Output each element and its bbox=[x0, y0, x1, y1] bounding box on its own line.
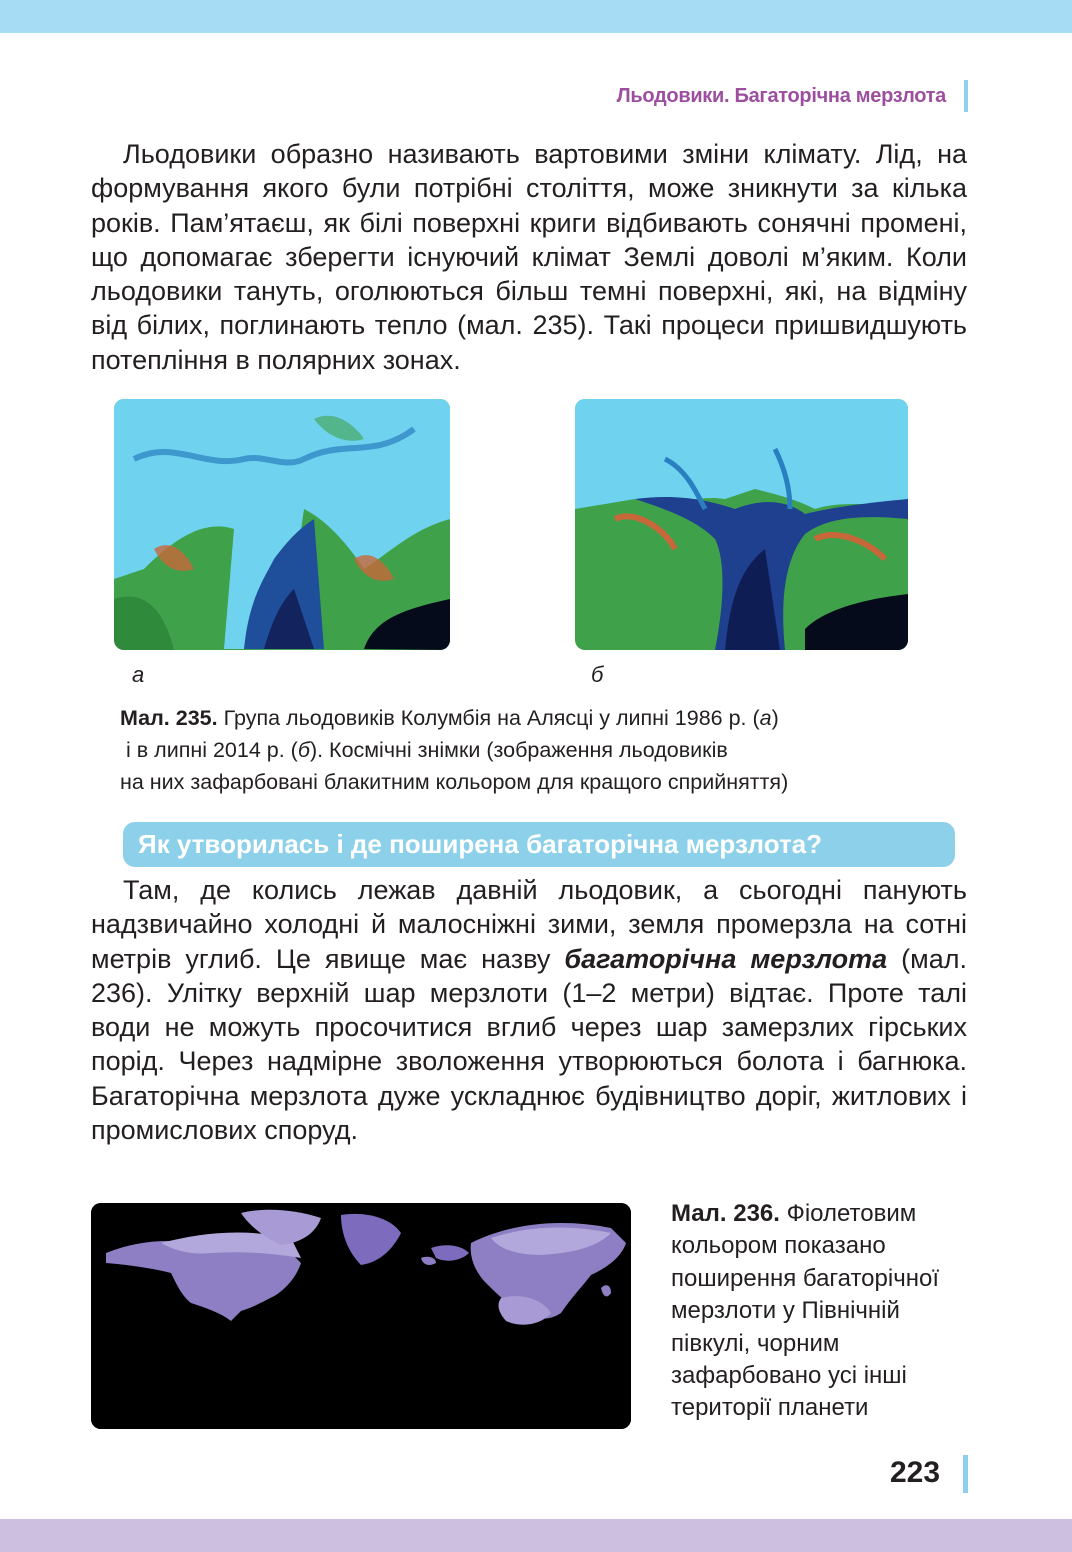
paragraph-glaciers-text: Льодовики образно називають вартовими зміни клімату. Лід, на формування якого були потрібні століття, може зникнути за кілька років. Пам’ятаєш, як білі поверхні криги відбивають сонячні промені, що допомагає зберегти існуючий клімат Землі доволі м’яким. Коли льодовики тануть, оголюються більш темні поверхні, які, на відміну від білих, поглинають тепло (мал. 235). Такі процеси пришвидшують потепління в полярних зонах. bbox=[91, 139, 967, 375]
figure-236-caption bbox=[671, 1198, 981, 1425]
glacier-photo-2014 bbox=[575, 399, 908, 650]
bottom-color-band bbox=[0, 1519, 1072, 1552]
figure-236-caption-text: кольором показано bbox=[671, 1232, 886, 1260]
figure-235-caption-text: ) bbox=[771, 706, 779, 730]
page-number-bar bbox=[963, 1455, 968, 1493]
paragraph-permafrost-text: (мал. 236). Улітку верхній шар мерзлоти (1–2 метри) відтає. Проте талі води не можуть просочитися вглиб через шар замерзлих гірських порід. Через надмірне зволоження утворюються болота і багнюка. Багаторічна мерзлота дуже ускладнює будівництво доріг, житлових і промислових споруд. bbox=[91, 943, 967, 1146]
figure-235-caption-text: Група льодовиків Колумбія на Алясці у липні 1986 р. ( bbox=[217, 706, 760, 730]
paragraph-glaciers bbox=[91, 137, 967, 377]
figure-236-caption-text: півкулі, чорним bbox=[671, 1329, 840, 1357]
permafrost-map bbox=[91, 1203, 631, 1429]
glacier-photo-1986 bbox=[114, 399, 450, 650]
top-color-band bbox=[0, 0, 1072, 33]
figure-235-caption-lead: Мал. 235. bbox=[120, 706, 218, 730]
running-head-bar bbox=[964, 80, 968, 112]
figure-236-caption-text: зафарбовано усі інші bbox=[671, 1362, 907, 1390]
figure-235-caption-text: на них зафарбовані блакитним кольором для кращого сприйняття) bbox=[120, 770, 789, 794]
figure-235-caption-text: ). Космічні знімки (зображення льодовиків bbox=[309, 738, 728, 762]
figure-236-caption-text: Фіолетовим bbox=[779, 1200, 917, 1227]
page-number: 223 bbox=[890, 1456, 941, 1489]
permafrost-term: багаторічна мерзлота bbox=[564, 943, 888, 974]
figure-235-label-b: б bbox=[591, 662, 604, 687]
paragraph-permafrost-text: Там, де колись лежав давній льодовик, а сьогодні панують надзвичайно холодні й малосніжні зими, земля промерзла на сотні метрів углиб. Це явище має назву bbox=[91, 875, 967, 974]
figure-236-caption-lead: Мал. 236. bbox=[671, 1200, 780, 1227]
figure-236-caption-text: мерзлоти у Північній bbox=[671, 1297, 900, 1325]
figure-235-caption-ref-a: а bbox=[759, 706, 772, 730]
figure-236-caption-text: поширення багаторічної bbox=[671, 1264, 939, 1292]
figure-235-label-a: а bbox=[132, 662, 145, 687]
paragraph-permafrost bbox=[91, 873, 967, 1147]
section-heading: Як утворилась і де поширена багаторічна мерзлота? bbox=[138, 829, 823, 859]
figure-236-caption-text: території планети bbox=[671, 1394, 869, 1422]
figure-235-caption-ref-b: б bbox=[297, 738, 310, 762]
running-head: Льодовики. Багаторічна мерзлота bbox=[616, 85, 946, 107]
figure-235-caption bbox=[120, 702, 970, 798]
figure-235-caption-text: і в липні 2014 р. ( bbox=[126, 738, 298, 762]
